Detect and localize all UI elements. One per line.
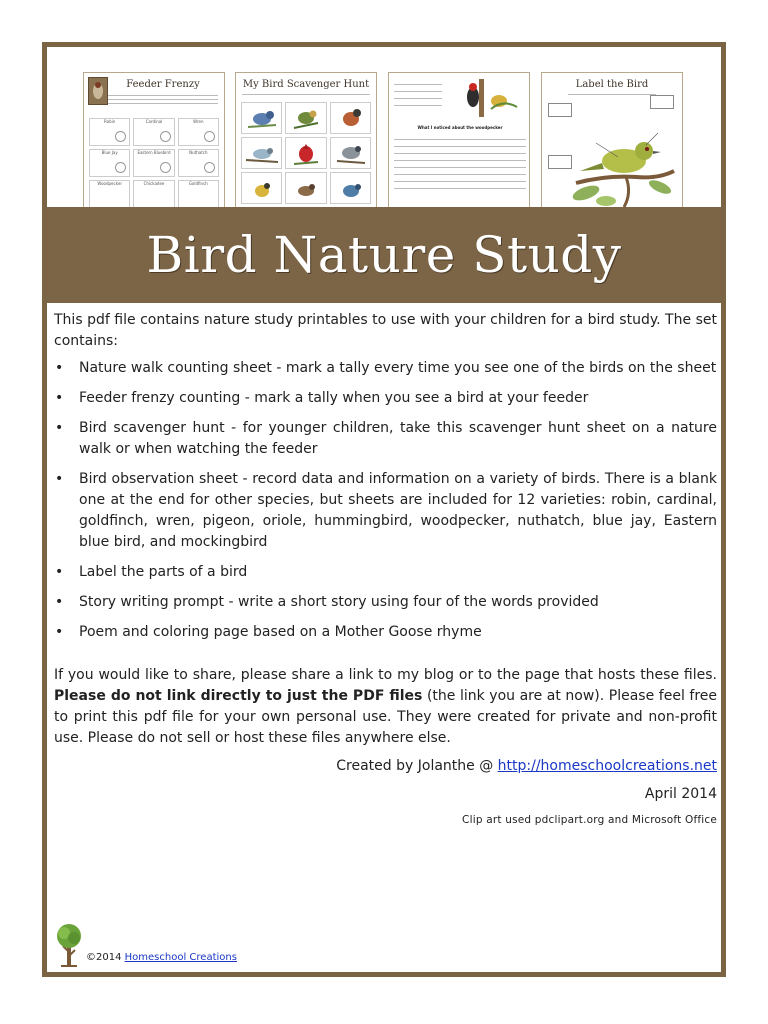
bird-illustration-icon (241, 137, 282, 169)
list-item: • Bird observation sheet - record data and information on a variety of birds. There is a blank one at the end for other species, but sheets are included for 12 varieties: robin, cardinal, goldfinch, wren, pigeon, oriole, hummingbird, woodpecker, nuthatch, blue jay, Eastern blue bird, and mockingbird (54, 469, 717, 553)
thumbnail-feeder-frenzy (83, 72, 225, 212)
share-text: If you would like to share, please share a link to my blog or to the page that hosts these files. (54, 667, 717, 683)
thumbnail-title: Label the Bird (575, 79, 649, 90)
grid-cell: Nuthatch (178, 149, 219, 177)
homeschoolcreations-link[interactable]: http://homeschoolcreations.net (497, 758, 717, 774)
title-banner (47, 207, 721, 303)
thumbnail-instructions-lines (236, 90, 376, 99)
footer (55, 922, 237, 971)
grid-cell: Blue Jay (89, 149, 130, 177)
thumbnail-title: Feeder Frenzy (126, 79, 200, 90)
thumbnail-strip (83, 72, 683, 212)
clipart-credit: Clip art used pdclipart.org and Microsoft Office (462, 814, 717, 826)
bird-illustration-icon (330, 172, 371, 204)
bird-illustration-icon (241, 172, 282, 204)
bird-illustration-icon (330, 102, 371, 134)
created-by-line (54, 756, 717, 777)
footer-homeschool-creations-link[interactable]: Homeschool Creations (124, 952, 237, 963)
bird-on-branch-illustration-icon (566, 113, 676, 209)
list-item: • Story writing prompt - write a short story using four of the words provided (54, 592, 717, 613)
form-lines (394, 79, 442, 106)
share-warning: Please do not link directly to just the PDF files (54, 688, 423, 704)
bird-illustration-icon (285, 102, 326, 134)
grid-cell: Goldfinch (178, 180, 219, 208)
page-frame (42, 42, 726, 977)
grid-cell: Cardinal (133, 118, 174, 146)
thumbnail-observation-sheet (388, 72, 530, 212)
tree-logo-icon (55, 922, 83, 971)
bird-illustration-icon (330, 137, 371, 169)
grid-cell: Wren (178, 118, 219, 146)
scavenger-grid (236, 99, 376, 207)
grid-cell: Eastern Bluebird (133, 149, 174, 177)
feeder-grid (84, 115, 224, 211)
observation-heading: What I noticed about the woodpecker (417, 125, 503, 130)
list-item: • Nature walk counting sheet - mark a tally every time you see one of the birds on the sheet (54, 358, 717, 379)
share-paragraph (54, 665, 717, 749)
form-lines (389, 133, 530, 189)
bird-illustration-icon (241, 102, 282, 134)
contents-list (54, 358, 717, 643)
grid-cell: Chickadee (133, 180, 174, 208)
thumbnail-label-the-bird (541, 72, 683, 212)
share-text: (the link you are at now). Please feel free to print this pdf file for your own personal use. They were created for private and non-profit use. Please do not sell or host these files anywhere else. (54, 688, 717, 746)
thumbnail-scavenger-hunt (235, 72, 377, 212)
bird-illustration-icon (285, 137, 326, 169)
main-content (54, 310, 717, 831)
thumbnail-instructions-lines (102, 90, 224, 109)
copyright-text: ©2014 (86, 952, 125, 963)
list-item: • Label the parts of a bird (54, 562, 717, 583)
bird-illustration-icon (285, 172, 326, 204)
intro-paragraph: This pdf file contains nature study printables to use with your children for a bird study. The set contains: (54, 312, 717, 349)
list-item: • Feeder frenzy counting - mark a tally when you see a bird at your feeder (54, 388, 717, 409)
page-title: Bird Nature Study (146, 226, 622, 284)
created-by-text: Created by Jolanthe @ (336, 758, 498, 774)
bird-photo-icon (88, 77, 108, 105)
date-line: April 2014 (644, 786, 717, 802)
list-item: • Bird scavenger hunt - for younger children, take this scavenger hunt sheet on a nature walk or when watching the feeder (54, 418, 717, 460)
grid-cell: Woodpecker (89, 180, 130, 208)
label-box (650, 95, 674, 109)
grid-cell: Robin (89, 118, 130, 146)
woodpecker-illustration-icon (451, 79, 521, 117)
footer-copyright (86, 952, 237, 963)
thumbnail-title: My Bird Scavenger Hunt (242, 79, 370, 90)
list-item: • Poem and coloring page based on a Mother Goose rhyme (54, 622, 717, 643)
